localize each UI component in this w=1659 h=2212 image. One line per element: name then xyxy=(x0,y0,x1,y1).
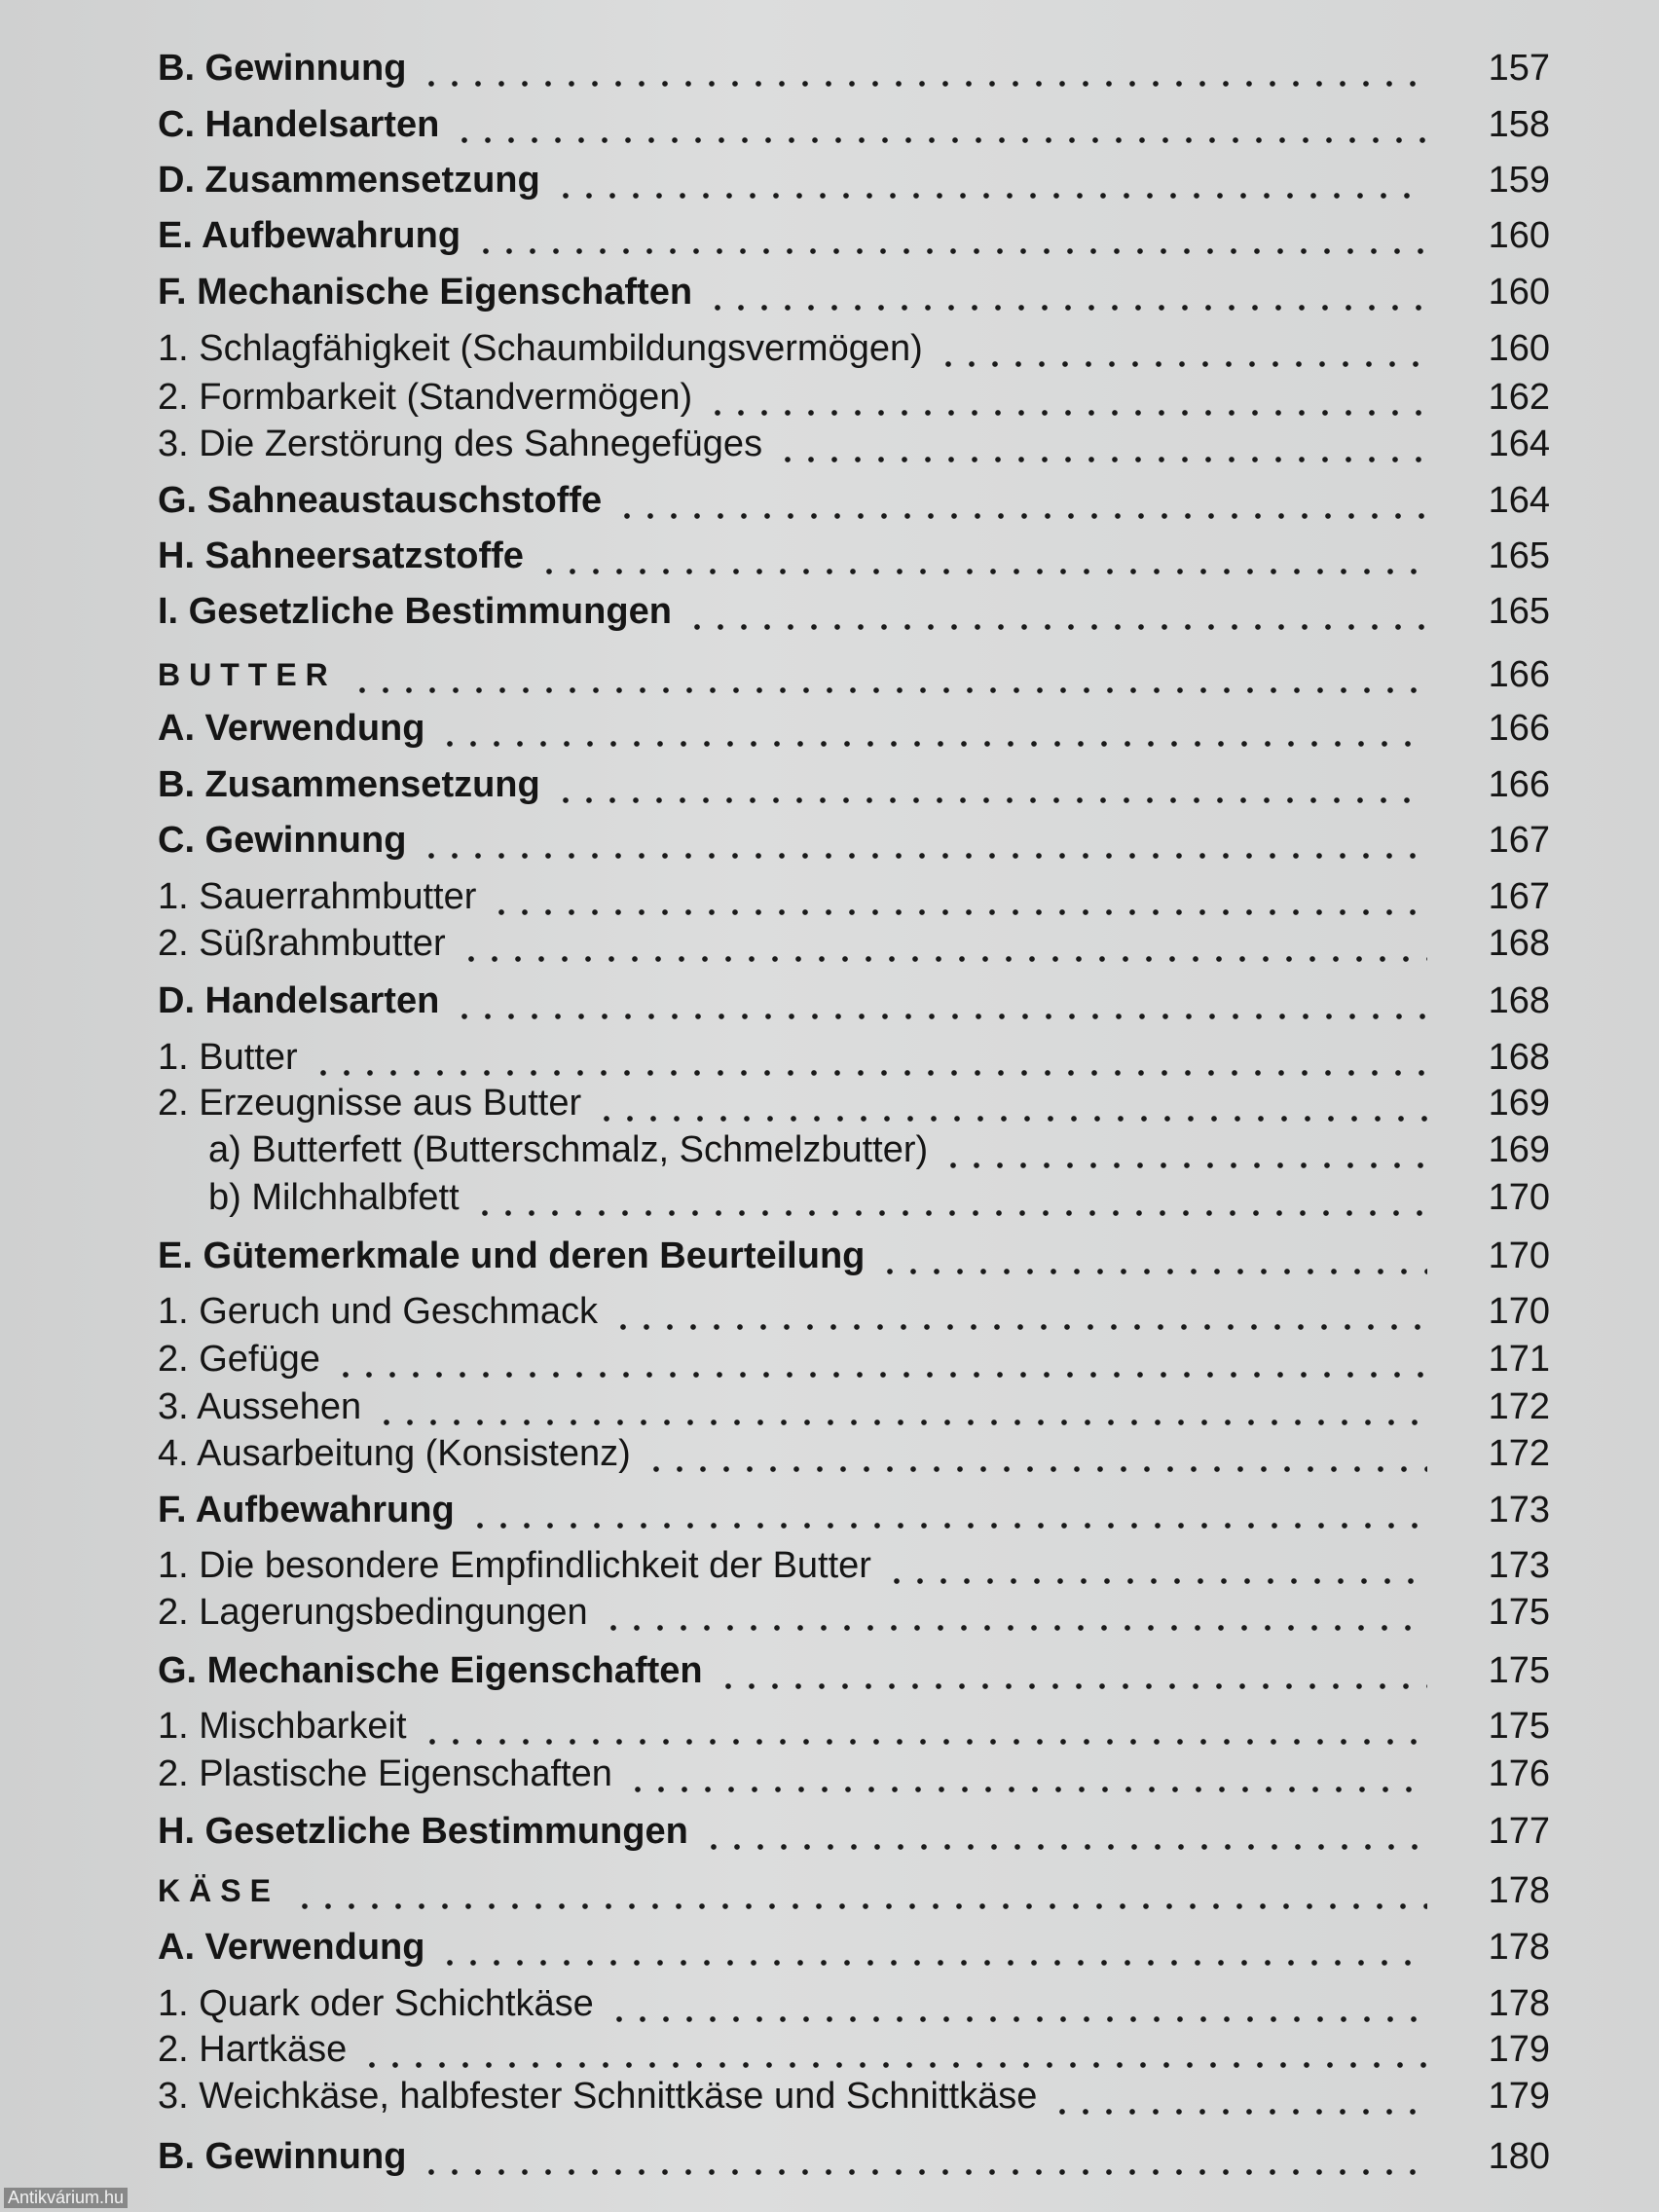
toc-entry xyxy=(158,1536,1550,1587)
toc-entry xyxy=(158,39,1550,90)
toc-entry xyxy=(158,1974,1550,2025)
toc-entry-title: C. Gewinnung xyxy=(158,820,407,861)
toc-page-number: 171 xyxy=(1488,1339,1550,1380)
toc-entry xyxy=(158,95,1550,146)
toc-entry-title: I. Gesetzliche Bestimmungen xyxy=(158,591,672,632)
leader-dots xyxy=(706,376,1427,419)
toc-entry xyxy=(158,1745,1550,1795)
toc-page-number: 165 xyxy=(1488,591,1550,632)
toc-page-number: 179 xyxy=(1488,2029,1550,2070)
toc-page-number: 175 xyxy=(1488,1592,1550,1633)
toc-entry-title: D. Handelsarten xyxy=(158,980,440,1021)
leader-dots xyxy=(468,1489,1427,1531)
toc-page-number: 169 xyxy=(1488,1129,1550,1170)
toc-entry xyxy=(158,368,1550,419)
toc-page-number: 167 xyxy=(1488,820,1550,861)
toc-page-number: 166 xyxy=(1488,654,1550,695)
toc-page-number: 168 xyxy=(1488,1037,1550,1078)
toc-entry-title: 2. Formbarkeit (Standvermögen) xyxy=(158,377,693,418)
toc-entry-title: G. Mechanische Eigenschaften xyxy=(158,1650,703,1691)
toc-entry xyxy=(158,1074,1550,1124)
leader-dots xyxy=(941,1128,1427,1171)
leader-dots xyxy=(595,1082,1427,1124)
leader-dots xyxy=(420,2135,1427,2178)
leader-dots xyxy=(438,707,1427,750)
toc-entry-title: 2. Hartkäse xyxy=(158,2029,348,2070)
toc-entry-title: b) Milchhalbfett xyxy=(208,1177,460,1218)
leader-dots xyxy=(885,1544,1427,1587)
watermark: Antikvárium.hu xyxy=(4,2188,128,2208)
toc-page-number: 173 xyxy=(1488,1545,1550,1586)
leader-dots xyxy=(685,590,1427,633)
toc-page-number: 166 xyxy=(1488,764,1550,805)
toc-entry xyxy=(158,582,1550,633)
toc-entry-title: G. Sahneaustauschstoffe xyxy=(158,480,603,521)
toc-entry xyxy=(158,206,1550,257)
leader-dots xyxy=(474,214,1427,257)
leader-dots xyxy=(554,763,1427,806)
toc-entry xyxy=(158,2067,1550,2118)
toc-page-number: 178 xyxy=(1488,1983,1550,2024)
toc-page-number: 166 xyxy=(1488,708,1550,749)
leader-dots xyxy=(453,979,1427,1022)
toc-entry xyxy=(158,1697,1550,1748)
toc-entry-title: E. Aufbewahrung xyxy=(158,215,461,256)
toc-entry-title: 1. Schlagfähigkeit (Schaumbildungsvermögen) xyxy=(158,328,923,369)
leader-dots xyxy=(360,2028,1427,2071)
toc-entry-title: 2. Lagerungsbedingungen xyxy=(158,1592,588,1633)
toc-page-number: 158 xyxy=(1488,104,1550,145)
leader-dots xyxy=(878,1235,1427,1277)
leader-dots xyxy=(608,1982,1427,2025)
toc-entry xyxy=(158,527,1550,577)
toc-page-number: 162 xyxy=(1488,377,1550,418)
leader-dots xyxy=(611,1290,1427,1333)
toc-page-number: 168 xyxy=(1488,980,1550,1021)
leader-dots xyxy=(293,1869,1427,1912)
toc-entry-title: B. Gewinnung xyxy=(158,2136,407,2177)
toc-entry xyxy=(158,699,1550,750)
toc-entry-title: A. Verwendung xyxy=(158,1927,425,1968)
toc-entry xyxy=(158,1918,1550,1969)
leader-dots xyxy=(334,1338,1427,1381)
toc-entry xyxy=(158,914,1550,965)
leader-dots xyxy=(460,922,1427,965)
leader-dots xyxy=(473,1176,1427,1219)
toc-page-number: 175 xyxy=(1488,1650,1550,1691)
leader-dots xyxy=(702,1810,1427,1853)
leader-dots xyxy=(490,875,1427,918)
toc-entry xyxy=(158,1378,1550,1428)
toc-entry xyxy=(158,645,1550,696)
toc-page-number: 169 xyxy=(1488,1083,1550,1124)
toc-entry-title: 1. Sauerrahmbutter xyxy=(158,876,477,917)
toc-page-number: 173 xyxy=(1488,1490,1550,1530)
toc-entry-title: 3. Die Zerstörung des Sahnegefüges xyxy=(158,424,763,464)
toc-page-number: 170 xyxy=(1488,1177,1550,1218)
toc-entry-title: 2. Plastische Eigenschaften xyxy=(158,1753,612,1794)
toc-entry-title: BUTTER xyxy=(158,657,337,692)
toc-entry xyxy=(158,972,1550,1022)
toc-entry xyxy=(158,1121,1550,1171)
toc-page-number: 176 xyxy=(1488,1753,1550,1794)
toc-entry-title: KÄSE xyxy=(158,1873,279,1908)
toc-entry-title: 1. Quark oder Schichtkäse xyxy=(158,1983,594,2024)
leader-dots xyxy=(421,1705,1427,1748)
leader-dots xyxy=(375,1385,1427,1428)
toc-page-number: 160 xyxy=(1488,272,1550,313)
toc-entry xyxy=(158,263,1550,313)
toc-entry xyxy=(158,471,1550,522)
leader-dots xyxy=(1051,2075,1427,2118)
toc-entry-title: 1. Butter xyxy=(158,1037,298,1078)
toc-entry-title: 2. Gefüge xyxy=(158,1339,320,1380)
toc-entry xyxy=(158,1227,1550,1277)
leader-dots xyxy=(626,1752,1427,1795)
toc-entry xyxy=(158,1330,1550,1381)
toc-entry-title: 1. Geruch und Geschmack xyxy=(158,1291,598,1332)
toc-page-number: 170 xyxy=(1488,1291,1550,1332)
toc-page-number: 175 xyxy=(1488,1706,1550,1747)
toc-entry-title: F. Mechanische Eigenschaften xyxy=(158,272,693,313)
leader-dots xyxy=(537,535,1427,577)
toc-page-number: 168 xyxy=(1488,923,1550,964)
leader-dots xyxy=(645,1432,1427,1475)
toc-entry-title: H. Gesetzliche Bestimmungen xyxy=(158,1811,688,1852)
leader-dots xyxy=(453,103,1427,146)
toc-entry xyxy=(158,415,1550,465)
leader-dots xyxy=(937,327,1427,370)
toc-entry-title: B. Gewinnung xyxy=(158,48,407,89)
toc-page-number: 178 xyxy=(1488,1870,1550,1911)
leader-dots xyxy=(706,271,1427,313)
toc-page-number: 178 xyxy=(1488,1927,1550,1968)
toc-entry-title: F. Aufbewahrung xyxy=(158,1490,455,1530)
toc-entry xyxy=(158,1802,1550,1853)
toc-entry-title: 1. Mischbarkeit xyxy=(158,1706,407,1747)
toc-page-number: 160 xyxy=(1488,215,1550,256)
leader-dots xyxy=(554,159,1427,202)
toc-entry xyxy=(158,1862,1550,1912)
toc-entry xyxy=(158,811,1550,862)
toc-entry xyxy=(158,756,1550,806)
leader-dots xyxy=(350,653,1427,696)
toc-entry xyxy=(158,1168,1550,1219)
toc-entry-title: H. Sahneersatzstoffe xyxy=(158,535,524,576)
toc-entry xyxy=(158,1641,1550,1692)
toc-entry xyxy=(158,1481,1550,1531)
toc-page-number: 172 xyxy=(1488,1433,1550,1474)
toc-entry xyxy=(158,319,1550,370)
toc-entry-title: A. Verwendung xyxy=(158,708,425,749)
leader-dots xyxy=(776,423,1427,465)
toc-entry-title: 2. Erzeugnisse aus Butter xyxy=(158,1083,582,1124)
toc-entry-title: 1. Die besondere Empfindlichkeit der Butter xyxy=(158,1545,871,1586)
toc-entry-title: 4. Ausarbeitung (Konsistenz) xyxy=(158,1433,631,1474)
toc-entry xyxy=(158,867,1550,918)
leader-dots xyxy=(312,1036,1427,1079)
leader-dots xyxy=(420,819,1427,862)
leader-dots xyxy=(717,1649,1427,1692)
toc-entry xyxy=(158,2020,1550,2071)
toc-entry-title: a) Butterfett (Butterschmalz, Schmelzbutter) xyxy=(208,1129,929,1170)
toc-page-number: 157 xyxy=(1488,48,1550,89)
toc-page-number: 177 xyxy=(1488,1811,1550,1852)
leader-dots xyxy=(420,47,1427,90)
toc-page-number: 167 xyxy=(1488,876,1550,917)
leader-dots xyxy=(615,479,1427,522)
toc-entry-title: C. Handelsarten xyxy=(158,104,440,145)
toc-page-number: 160 xyxy=(1488,328,1550,369)
toc-entry-title: E. Gütemerkmale und deren Beurteilung xyxy=(158,1235,866,1276)
toc-page-number: 165 xyxy=(1488,535,1550,576)
toc-page-number: 180 xyxy=(1488,2136,1550,2177)
toc-entry-title: B. Zusammensetzung xyxy=(158,764,540,805)
toc-entry-title: D. Zusammensetzung xyxy=(158,160,540,201)
toc-entry xyxy=(158,1424,1550,1475)
leader-dots xyxy=(602,1591,1427,1634)
toc-entry xyxy=(158,1282,1550,1333)
toc-page-number: 179 xyxy=(1488,2076,1550,2117)
toc-entry xyxy=(158,1583,1550,1634)
toc-page-number: 170 xyxy=(1488,1235,1550,1276)
leader-dots xyxy=(438,1926,1427,1969)
toc-page-number: 172 xyxy=(1488,1386,1550,1427)
toc-entry-title: 3. Weichkäse, halbfester Schnittkäse und Schnittkäse xyxy=(158,2076,1038,2117)
toc-page-number: 164 xyxy=(1488,424,1550,464)
toc-entry xyxy=(158,151,1550,202)
toc-entry xyxy=(158,1028,1550,1079)
toc-entry xyxy=(158,2127,1550,2178)
toc-page-number: 159 xyxy=(1488,160,1550,201)
toc-page-number: 164 xyxy=(1488,480,1550,521)
toc-entry-title: 2. Süßrahmbutter xyxy=(158,923,446,964)
toc-entry-title: 3. Aussehen xyxy=(158,1386,362,1427)
